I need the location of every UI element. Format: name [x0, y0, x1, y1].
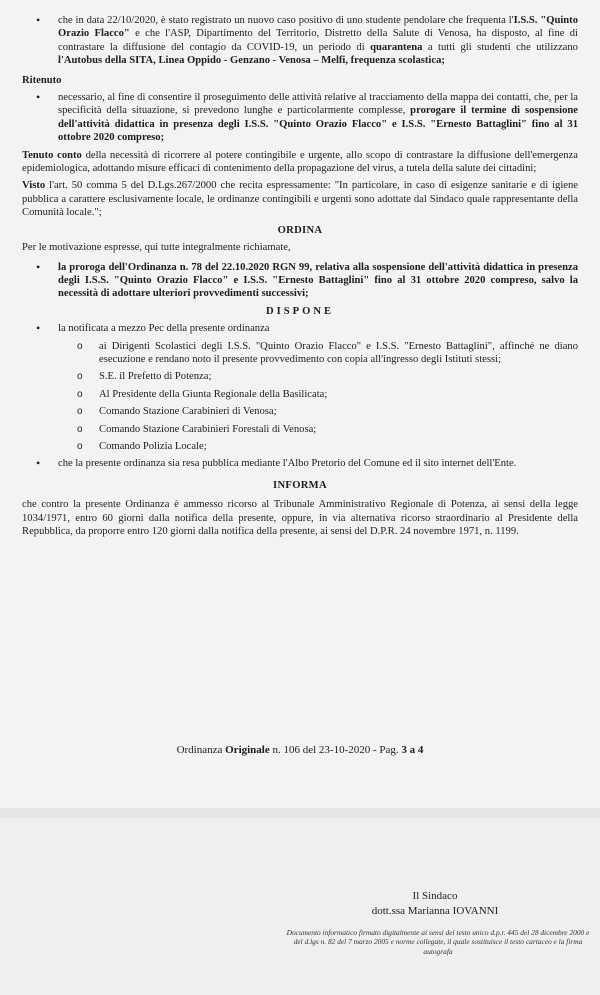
- paragraph-tenuto-conto: Tenuto conto della necessità di ricorrere al potere contingibile e urgente, allo scopo di contrastare la diffusione dell'emergenza epidemiologica, adottando misure efficaci di contenimento della propagazione del virus, a tutela della salute dei cittadini;: [22, 149, 578, 175]
- paragraph-ricorso: che contro la presente Ordinanza è ammesso ricorso al Tribunale Amministrativo Regionale di Potenza, ai sensi della legge 1034/1971, entro 60 giorni dalla notifica della presente, oppure, in via alternativa ricorso straordinario al Presidente della Repubblica, da proporre entro 120 giorni dalla notifica della presente, ai sensi del D.P.R. 24 novembre 1971, n. 1199.: [22, 499, 578, 537]
- list-item-dirigenti: o ai Dirigenti Scolastici degli I.S.S. "Quinto Orazio Flacco" e I.S.S. "Ernesto Battaglini", affinché ne diano esecuzione e rendano noto il presente provvedimento con copia all'ingresso degli Istituti stessi;: [22, 340, 578, 367]
- list-item-carabinieri-forestali: o Comando Stazione Carabinieri Forestali di Venosa;: [22, 423, 578, 436]
- document-body: [22, 14, 578, 538]
- digital-signature-note: Documento informatico firmato digitalmente ai sensi del testo unico d.p.r. 445 del 28 dicembre 2000 e del d.lgs n. 82 del 7 marzo 2005 e norme collegate, il quale sostituisce il testo cartaceo e la firma autografa: [286, 928, 590, 956]
- signature-name: dott.ssa Marianna IOVANNI: [371, 905, 499, 917]
- paragraph-caso-positivo: • che in data 22/10/2020, è stato registrato un nuovo caso positivo di uno studente pendolare che frequenta l'I.S.S. "Quinto Orazio Flacco" e che l'ASP, Dipartimento del Territorio, Distretto della Salute di Venosa, ha disposto, al fine di contrastare la diffusione del contagio da COVID-19, un periodo di quarantena a tutti gli studenti che utilizzano l'Autobus della SITA, Linea Oppido - Genzano - Venosa – Melfi, frequenza scolastica;: [22, 14, 578, 68]
- signature-title: Il Sindaco: [412, 890, 458, 902]
- paragraph-ritenuto: • necessario, al fine di consentire il proseguimento delle attività relative al tracciamento della mappa dei contatti, che, per la specificità della situazione, si prevedono lunghe e particolarmente complesse, prorogare il termine di sospensione dell'attività didattica in presenza degli I.S.S. "Quinto Orazio Flacco" e I.S.S. "Ernesto Battaglini" fino al 31 ottobre 2020 compreso;: [22, 91, 578, 145]
- paragraph-notifica: • la notificata a mezzo Pec della presente ordinanza: [22, 322, 578, 335]
- list-item-presidente-giunta: o Al Presidente della Giunta Regionale della Basilicata;: [22, 388, 578, 401]
- list-item-prefetto: o S.E. il Prefetto di Potenza;: [22, 370, 578, 383]
- heading-informa: INFORMA: [273, 479, 327, 491]
- heading-dispone: DISPONE: [265, 305, 335, 317]
- heading-ritenuto: Ritenuto: [22, 74, 62, 86]
- paragraph-proroga: • la proroga dell'Ordinanza n. 78 del 22.10.2020 RGN 99, relativa alla sospensione dell'attività didattica in presenza degli I.S.S. "Quinto Orazio Flacco" e I.S.S. "Ernesto Battaglini" fino al 31 ottobre 2020 compreso, salvo la necessità di adottare ulteriori provvedimenti successivi;: [22, 261, 578, 301]
- paragraph-albo-pretorio: • che la presente ordinanza sia resa pubblica mediante l'Albo Pretorio del Comune ed il sito internet dell'Ente.: [22, 457, 578, 470]
- list-item-carabinieri: o Comando Stazione Carabinieri di Venosa;: [22, 405, 578, 418]
- page-footer: Ordinanza Originale n. 106 del 23-10-2020 - Pag. 3 a 4: [176, 744, 424, 756]
- list-item-polizia-locale: o Comando Polizia Locale;: [22, 440, 578, 453]
- signature-block: [350, 889, 520, 919]
- heading-ordina: ORDINA: [277, 224, 323, 236]
- paragraph-motivazione: Per le motivazione espresse, qui tutte integralmente richiamate,: [22, 242, 291, 254]
- paragraph-visto: Visto l'art. 50 comma 5 del D.Lgs.267/2000 che recita espressamente: "In particolare, in caso di esigenze sanitarie e di igiene pubblica a carattere esclusivamente locale, le ordinanze contingibili e urgenti sono adottate dal Sindaco quale rappresentante della Comunità locale.";: [22, 180, 578, 219]
